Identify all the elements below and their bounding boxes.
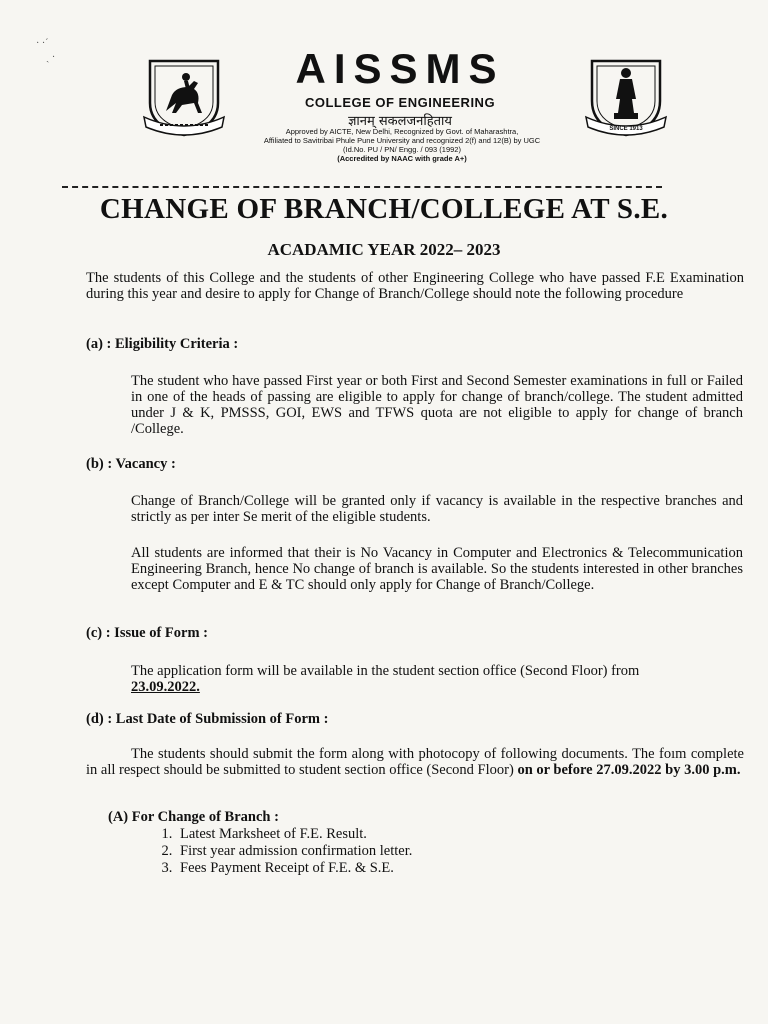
section-c-body: The application form will be available in the student section office (Second Floor) from <box>131 663 640 679</box>
required-documents-list <box>150 826 412 877</box>
approval-line: (Accredited by NAAC with grade A+) <box>337 154 467 163</box>
section-d-heading: (d) : Last Date of Submission of Form : <box>86 711 329 727</box>
section-a-heading: (a) : Eligibility Criteria : <box>86 336 239 352</box>
section-b-text-2: All students are informed that their is No Vacancy in Computer and Electronics & Telecommunication Engineering Branch, hence No change of branch is available. So the students interested in other branches except Computer and E & TC should only apply for Change of Branch/College. <box>131 545 743 593</box>
scan-speck: ˏ · <box>46 52 56 63</box>
approval-line: Affiliated to Savitribai Phule Pune University and recognized 2(f) and 12(B) by UGC <box>263 136 541 145</box>
section-a-text: The student who have passed First year or both First and Second Semester examinations in full or Failed in one of the heads of passing are eligible to apply for change of branch/college. The student admitted under J & K, PMSSS, GOI, EWS and TFWS quota are not eligible to apply for change of branch /College. <box>131 373 743 437</box>
section-b-heading: (b) : Vacancy : <box>86 456 176 472</box>
list-item: 2. First year admission confirmation letter. <box>176 843 412 860</box>
institution-name: AISSMS <box>295 45 505 92</box>
section-c-heading: (c) : Issue of Form : <box>86 625 209 641</box>
issue-date: 23.09.2022. <box>131 679 200 695</box>
intro-paragraph: The students of this College and the students of other Engineering College who have passed F.E Examination during this year and desire to apply for Change of Branch/College should note the following procedure <box>86 270 744 302</box>
section-d-text <box>86 746 744 778</box>
approval-line: (Id.No. PU / PN/ Engg. / 093 (1992) <box>343 145 461 154</box>
list-item: 3. Fees Payment Receipt of F.E. & S.E. <box>176 860 412 877</box>
section-b-text-1: Change of Branch/College will be granted only if vacancy is available in the respective branches and strictly as per inter Se merit of the eligible students. <box>131 493 743 525</box>
approval-text <box>212 127 592 163</box>
notice-title: CHANGE OF BRANCH/COLLEGE AT S.E. <box>99 193 669 225</box>
standing-statue-emblem <box>584 55 668 139</box>
approval-line: Approved by AICTE, New Delhi, Recognized by Govt. of Maharashtra, <box>285 127 519 136</box>
scan-speck: · ·ˊ <box>36 38 49 49</box>
section-c-text <box>131 663 743 695</box>
deadline-prefix: on or before <box>517 762 593 778</box>
institution-subtitle: COLLEGE OF ENGINEERING <box>304 95 496 110</box>
since-text: SINCE 1913 <box>609 126 643 132</box>
academic-year: ACADAMIC YEAR 2022– 2023 <box>267 240 501 259</box>
submission-deadline: 27.09.2022 by 3.00 p.m. <box>596 762 741 778</box>
institution-motto: ज्ञानम् सकलजनहिताय <box>348 114 452 129</box>
divider <box>62 186 662 188</box>
letterhead <box>0 45 768 185</box>
section-d-body: The students should submit the form along with photocopy of following documents. The foım complete in all respect should be submitted to student section office (Second Floor) <box>86 746 744 778</box>
list-item: 1. Latest Marksheet of F.E. Result. <box>176 826 412 843</box>
section-A-heading: (A) For Change of Branch : <box>108 809 279 825</box>
